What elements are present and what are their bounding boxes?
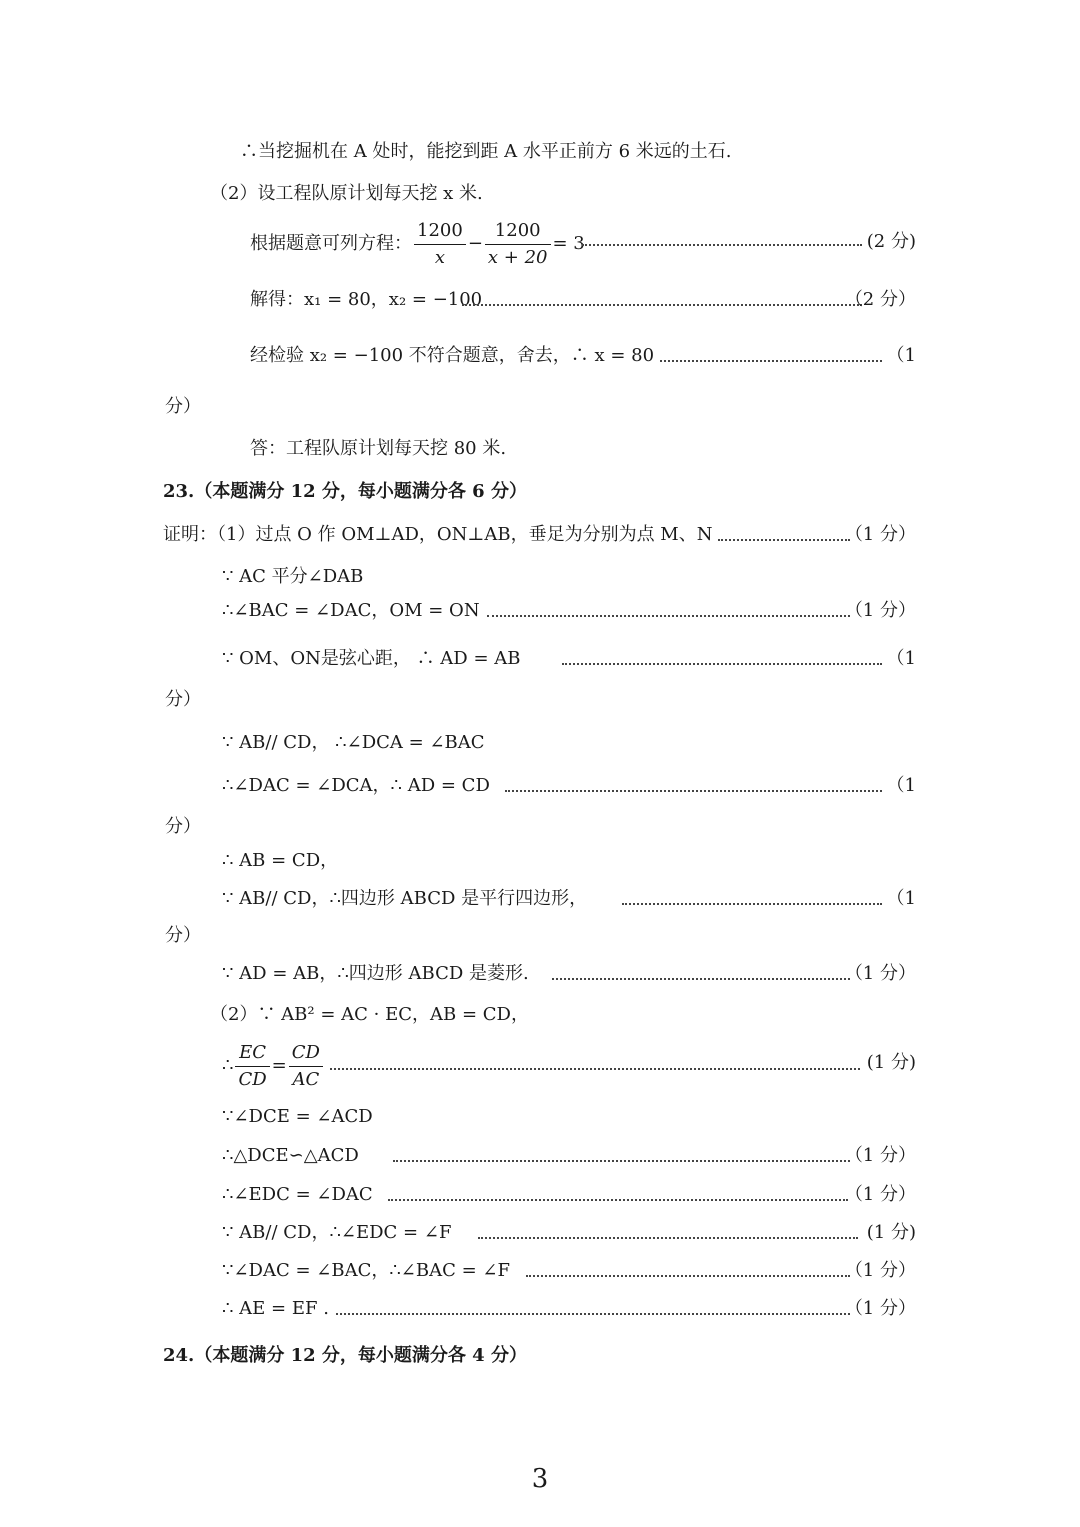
proof-line: ∴∠BAC = ∠DAC，OM = ON: [222, 600, 480, 621]
proof-line: ∴∠DAC = ∠DCA，∴ AD = CD: [222, 775, 490, 796]
proof-line: ∵ AB// CD，∴四边形 ABCD 是平行四边形，: [222, 888, 588, 909]
equation-line: [250, 216, 585, 272]
fraction-3-denominator: CD: [238, 1068, 267, 1090]
proof-line: ∵∠DAC = ∠BAC，∴∠BAC = ∠F: [222, 1260, 510, 1281]
score-continuation: 分）: [165, 689, 201, 710]
proof-line: ∴∠EDC = ∠DAC: [222, 1184, 373, 1205]
score-label: (2 分): [866, 231, 916, 252]
proof-line: （2）∵ AB² = AC · EC，AB = CD，: [210, 1004, 529, 1025]
leader-dots: [526, 1273, 850, 1277]
page-number: 3: [531, 1464, 549, 1494]
answer-line: 答：工程队原计划每天挖 80 米.: [250, 438, 507, 459]
score-label: (1 分): [866, 1222, 916, 1243]
fraction-3-numerator: EC: [235, 1040, 269, 1067]
fraction-3: [235, 1040, 269, 1093]
score-label: （1 分）: [844, 600, 916, 621]
score-label: （1 分）: [844, 1145, 916, 1166]
score-label: （1: [886, 775, 916, 796]
score-label: （1 分）: [844, 1298, 916, 1319]
score-continuation: 分）: [165, 396, 201, 417]
leader-dots: [478, 1235, 858, 1239]
score-label: （1 分）: [844, 1260, 916, 1281]
score-label: （1: [886, 648, 916, 669]
score-label: （1: [886, 888, 916, 909]
proof-line: ∵ OM、ON是弦心距， ∴ AD = AB: [222, 648, 521, 669]
fraction-2-numerator: 1200: [485, 218, 551, 245]
leader-dots: [718, 537, 850, 541]
leader-dots: [552, 976, 850, 980]
score-continuation: 分）: [165, 925, 201, 946]
fraction-line: [222, 1038, 325, 1094]
question-23-heading: 23.（本题满分 12 分，每小题满分各 6 分）: [163, 481, 527, 502]
score-continuation: 分）: [165, 816, 201, 837]
fraction-2-denominator: x + 20: [487, 246, 548, 268]
leader-dots: [505, 788, 882, 792]
leader-dots: [330, 1066, 860, 1070]
proof-line: ∵ AB// CD，∴∠EDC = ∠F: [222, 1222, 452, 1243]
score-label: (1 分): [866, 1052, 916, 1073]
setup-line: （2）设工程队原计划每天挖 x 米.: [210, 183, 483, 204]
question-24-heading: 24.（本题满分 12 分，每小题满分各 4 分）: [163, 1345, 527, 1366]
score-label: （2 分）: [844, 289, 916, 310]
conclusion-line: ∴当挖掘机在 A 处时，能挖到距 A 水平正前方 6 米远的土石.: [240, 141, 732, 162]
fraction-1-numerator: 1200: [414, 218, 466, 245]
equation-prefix: 根据题意可列方程：: [250, 233, 412, 254]
score-label: （1 分）: [844, 524, 916, 545]
fraction-4-numerator: CD: [289, 1040, 323, 1067]
equation-rhs: = 3: [552, 233, 585, 254]
fraction-2: [485, 218, 551, 271]
check-line: 经检验 x₂ = −100 不符合题意，舍去，∴ x = 80: [250, 345, 655, 366]
proof-line: ∴△DCE∽△ACD: [222, 1145, 359, 1166]
proof-line: ∵ AC 平分∠DAB: [222, 566, 364, 587]
leader-dots: [660, 358, 882, 362]
proof-line: 证明：（1）过点 O 作 OM⊥AD，ON⊥AB，垂足为分别为点 M、N: [163, 524, 713, 545]
minus-sign: −: [467, 233, 483, 254]
solution-line: 解得：x₁ = 80，x₂ = −100: [250, 289, 483, 310]
leader-dots: [487, 613, 850, 617]
leader-dots: [562, 661, 882, 665]
leader-dots: [388, 1197, 848, 1201]
proof-line: ∵ AB// CD， ∴∠DCA = ∠BAC: [222, 732, 485, 753]
proof-line: ∵∠DCE = ∠ACD: [222, 1106, 373, 1127]
fraction-1: [414, 218, 466, 271]
leader-dots: [622, 901, 882, 905]
equals-sign: =: [271, 1055, 287, 1076]
proof-line: ∴ AB = CD，: [222, 850, 339, 871]
leader-dots: [462, 302, 862, 306]
score-label: （1 分）: [844, 963, 916, 984]
fraction-1-denominator: x: [434, 246, 445, 268]
proof-line: ∴ AE = EF .: [222, 1298, 329, 1319]
leader-dots: [336, 1311, 850, 1315]
fraction-4: [289, 1040, 323, 1093]
score-label: （1: [886, 345, 916, 366]
proof-line: ∵ AD = AB，∴四边形 ABCD 是菱形.: [222, 963, 529, 984]
therefore-symbol: ∴: [222, 1055, 234, 1076]
leader-dots: [393, 1158, 850, 1162]
score-label: （1 分）: [844, 1184, 916, 1205]
leader-dots: [582, 242, 862, 246]
fraction-4-denominator: AC: [292, 1068, 320, 1090]
